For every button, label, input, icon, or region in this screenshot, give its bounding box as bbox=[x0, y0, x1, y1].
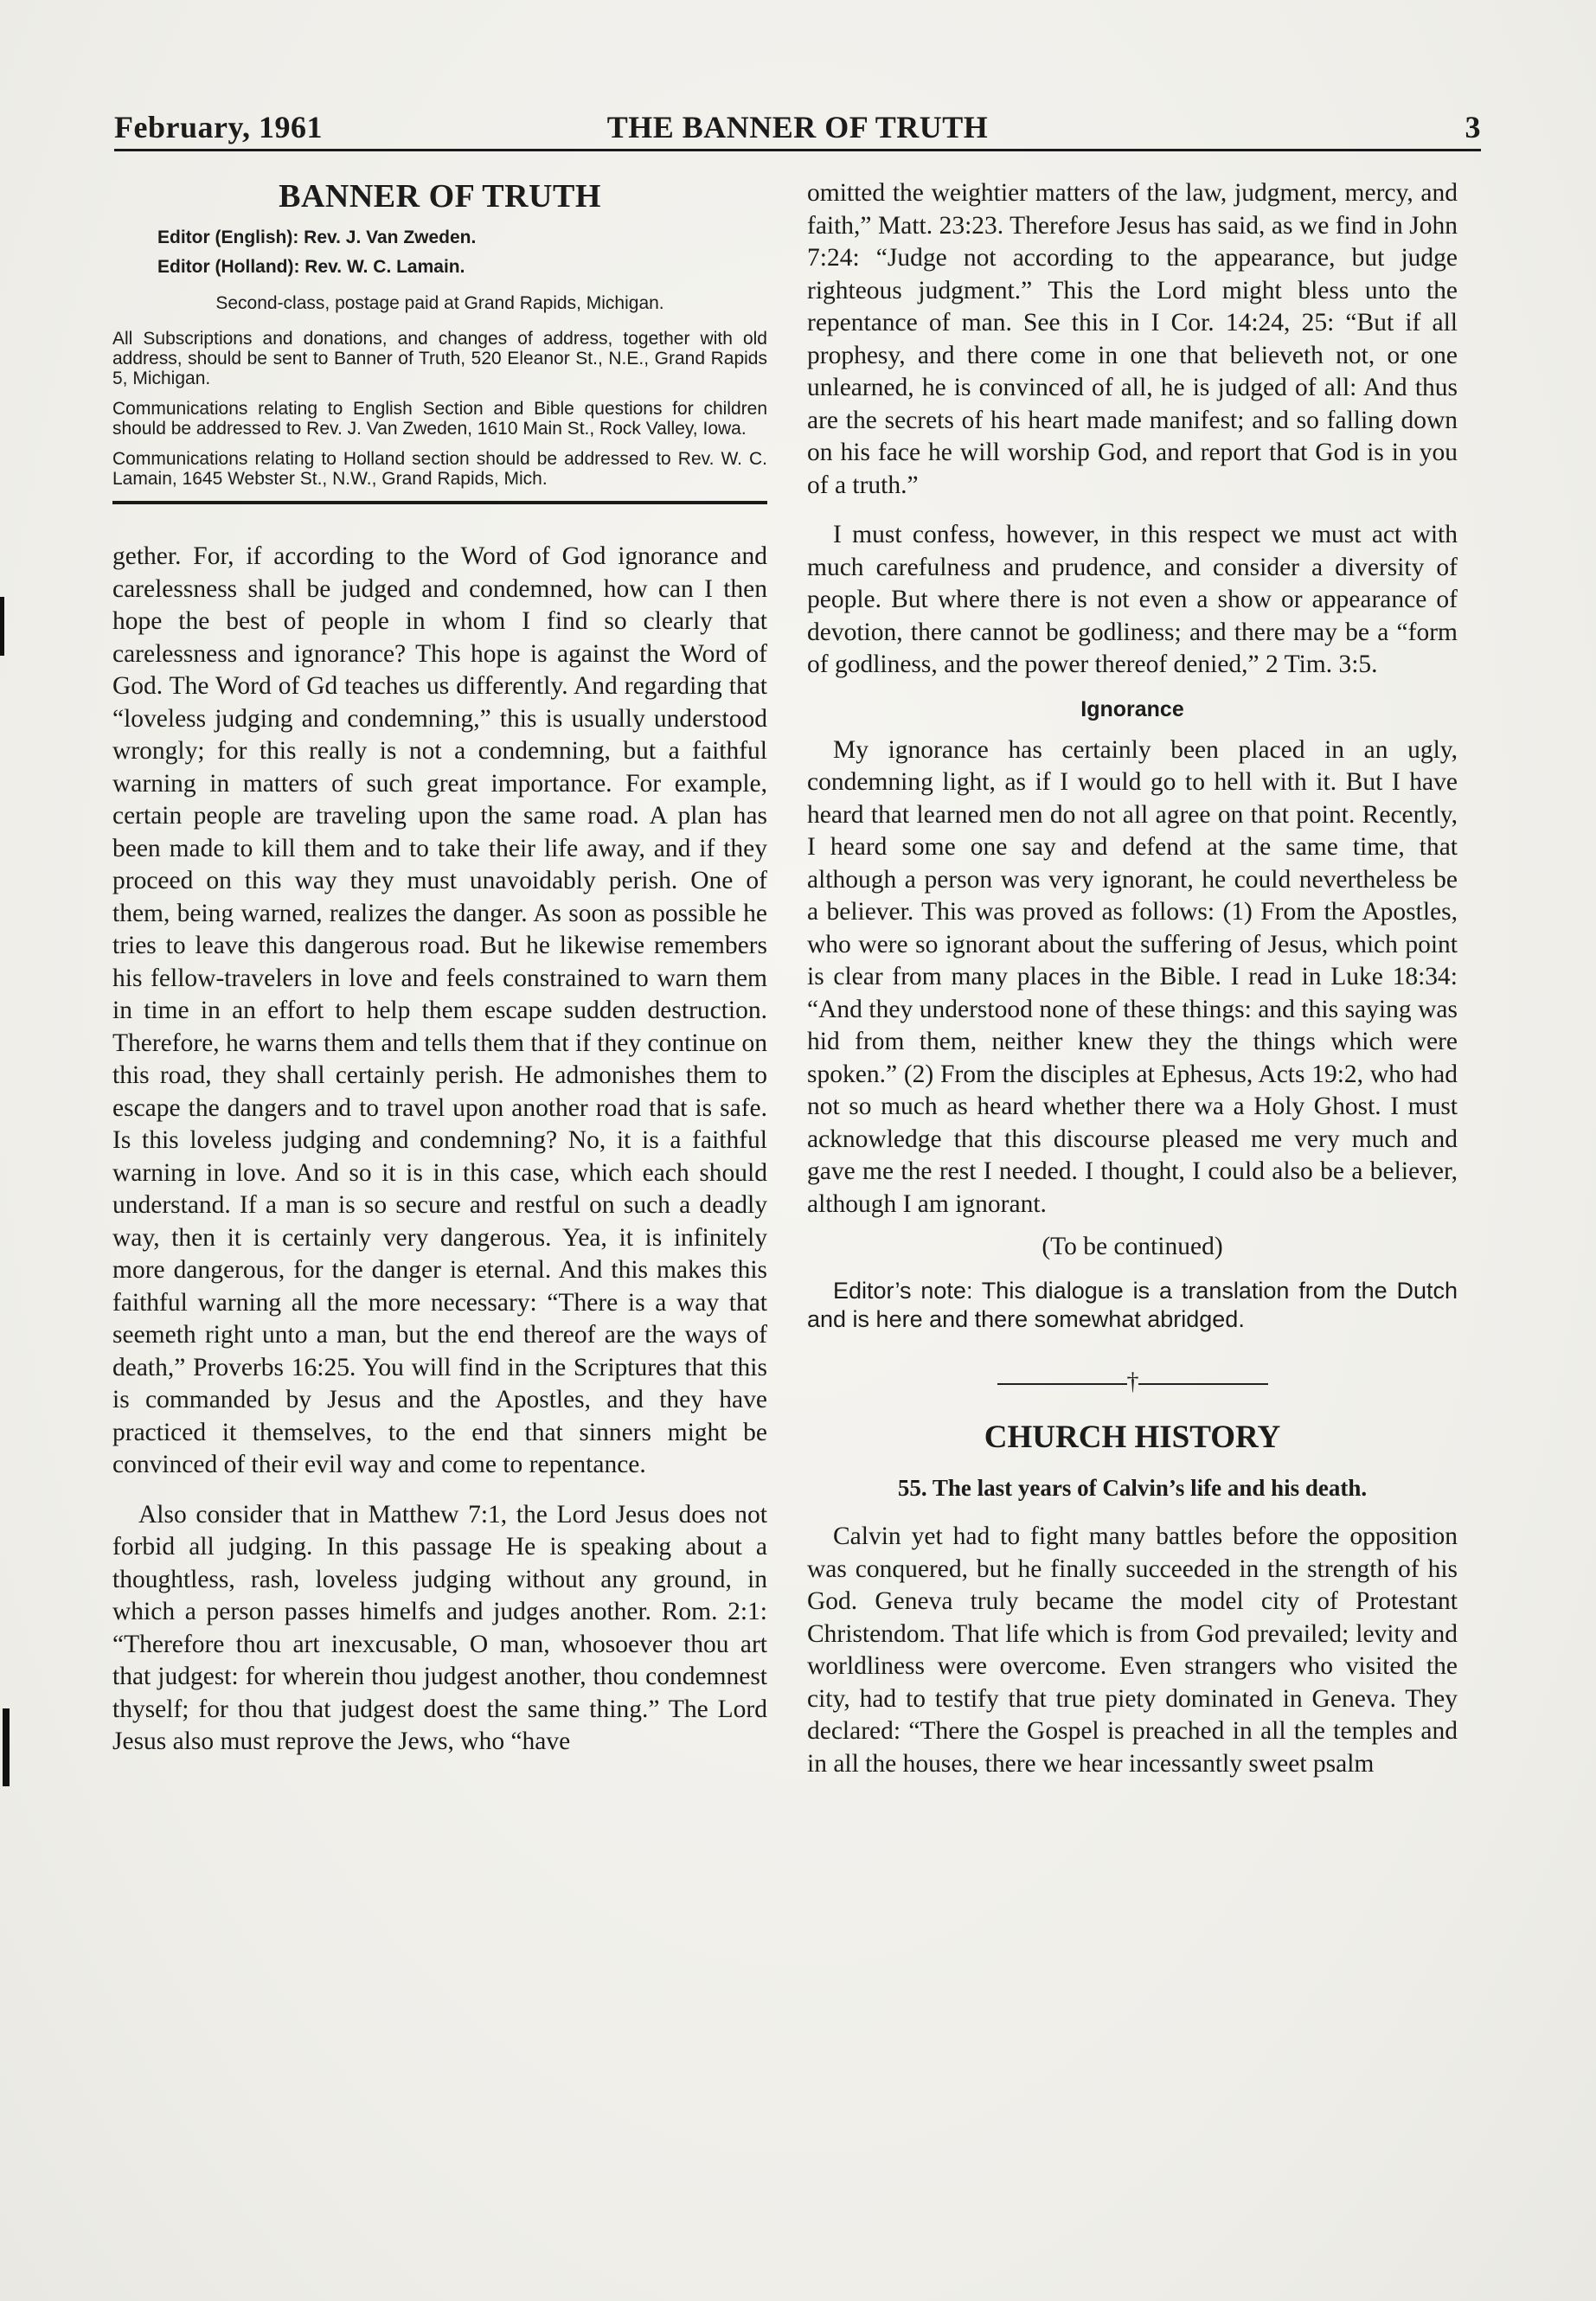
right-paragraph-2: I must confess, however, in this respect we must act with much carefulness and prudence, and consider a diversity of people. But where there is not even a show or appearance of devotion, there cannot be godliness; and there may be a “form of godliness, and the power thereof denied,” 2 Tim. 3:5. bbox=[807, 521, 1458, 678]
page-number: 3 bbox=[1465, 110, 1481, 144]
scan-edge-mark bbox=[0, 597, 4, 656]
church-history-subtitle: 55. The last years of Calvin’s life and his death. bbox=[897, 1475, 1368, 1501]
left-paragraph-1: gether. For, if according to the Word of God ignorance and carelessness shall be judged and condemned, how can I then hope the best of people in whom I find so clearly that carelessness and ignorance? This hope is against the Word of God. The Word of Gd teaches us differently. And regarding that “loveless judging and condemning,” this is usually understood wrongly; for this really is not a condemning, but a faithful warning in matters of such great importance. For example, certain people are traveling upon the same road. A plan has been made to kill them and to take their life away, and if they proceed on this way they must unavoidably perish. One of them, being warned, realizes the danger. As soon as possible he tries to leave this dangerous road. But he likewise remembers his fellow-travelers in love and feels constrained to warn them in time in an effort to help them escape sudden destruction. Therefore, he warns them and tells them that if they continue on this road, they shall certainly perish. He admonishes them to escape the dangers and to travel upon another road that is safe. Is this loveless judging and condemning? No, it is a faithful warning in love. And so it is in this case, which each should understand. If a man is so secure and restful on such a deadly way, then it is certainly very dangerous. Yea, it is infinitely more dangerous, for the danger is eternal. And this makes this faithful warning all the more necessary: “There is a way that seemeth right unto a man, but the end thereof are the ways of death,” Proverbs 16:25. You will find in the Scriptures that this is commanded by Jesus and the Apostles, and they have practiced it themselves, to the end that sinners might be convinced of their evil way and come to repentance. bbox=[112, 542, 767, 1478]
editor-holland: Editor (Holland): Rev. W. C. Lamain. bbox=[157, 257, 465, 277]
left-column bbox=[112, 177, 767, 1759]
editor-note: Editor’s note: This dialogue is a translation from the Dutch and is here and there somewhat abridged. bbox=[807, 1278, 1458, 1332]
left-paragraph-2: Also consider that in Matthew 7:1, the Lord Jesus does not forbid all judging. In this passage He is speaking about a thoughtless, rash, loveless judging without any ground, in which a person passes himelfs and judges another. Rom. 2:1: “Therefore thou art inexcusable, O man, whosoever thou art that judgest: for wherein thou judgest another, thou condemnest thyself; for thou that judgest doest the same thing.” The Lord Jesus also must reprove the Jews, who “have bbox=[112, 1500, 767, 1755]
right-paragraph-1: omitted the weightier matters of the law, judgment, mercy, and faith,” Matt. 23:23. Therefore Jesus has said, as we find in John 7:24: “Judge not according to the appearance, but judge righteous judgment.” This the Lord might bless unto the repentance of man. See this in I Cor. 14:24, 25: “But if all prophesy, and there come in one that believeth not, or one unlearned, he is convinced of all, he is judged of all: And thus are the secrets of his heart made manifest; and so falling down on his face he will worship God, and report that God is in you of a truth.” bbox=[807, 179, 1458, 499]
scan-edge-mark bbox=[3, 1708, 10, 1786]
publication-title: THE BANNER OF TRUTH bbox=[606, 110, 989, 144]
subscriptions-notice: All Subscriptions and donations, and changes of address, together with old address, should be sent to Banner of Truth, 520 Eleanor St., N.E., Grand Rapids 5, Michigan. bbox=[112, 329, 767, 388]
holland-section-notice: Communications relating to Holland section should be addressed to Rev. W. C. Lamain, 1645 Webster St., N.W., Grand Rapids, Mich. bbox=[112, 449, 767, 489]
running-header bbox=[114, 104, 1481, 151]
english-section-notice: Communications relating to English Section and Bible questions for children should be addressed to Rev. J. Van Zweden, 1610 Main St., Rock Valley, Iowa. bbox=[112, 399, 767, 439]
postage-notice: Second-class, postage paid at Grand Rapids, Michigan. bbox=[215, 293, 664, 313]
ignorance-subheading: Ignorance bbox=[1080, 696, 1184, 721]
editor-english: Editor (English): Rev. J. Van Zweden. bbox=[157, 228, 477, 247]
church-history-title: CHURCH HISTORY bbox=[984, 1420, 1281, 1455]
to-be-continued: (To be continued) bbox=[1042, 1233, 1223, 1260]
issue-date: February, 1961 bbox=[114, 110, 323, 144]
masthead-divider bbox=[112, 501, 767, 504]
right-paragraph-4: Calvin yet had to fight many battles before the opposition was conquered, but he finally succeeded in the strength of his God. Geneva truly became the model city of Protestant Christendom. That life which is from God prevailed; levity and worldliness were overcome. Even strangers who visited the city, had to testify that true piety dominated in Geneva. They declared: “There the Gospel is preached in all the temples and in all the houses, there we hear incessantly sweet psalm bbox=[807, 1522, 1458, 1778]
masthead bbox=[112, 177, 767, 504]
section-separator bbox=[807, 1368, 1458, 1396]
right-column bbox=[807, 177, 1458, 1780]
masthead-title: BANNER OF TRUTH bbox=[279, 178, 601, 215]
right-paragraph-3: My ignorance has certainly been placed in an ugly, condemning light, as if I would go to hell with it. But I have heard that learned men do not all agree on that point. Recently, I heard some one say and defend at the same time, that although a person was very ignorant, he could nevertheless be a believer. This was proved as follows: (1) From the Apostles, who were so ignorant about the suffering of Jesus, which point is clear from many places in the Bible. I read in Luke 18:34: “And they understood none of these things: and this saying was hid from them, neither knew they the things which were spoken.” (2) From the disciples at Ephesus, Acts 19:2, who had not so much as heard whether there wa a Holy Ghost. I must acknowledge that this discourse pleased me very much and gave me the rest I needed. I thought, I could also be a believer, although I am ignorant. bbox=[807, 735, 1458, 1218]
dagger-icon: † bbox=[1126, 1368, 1138, 1395]
